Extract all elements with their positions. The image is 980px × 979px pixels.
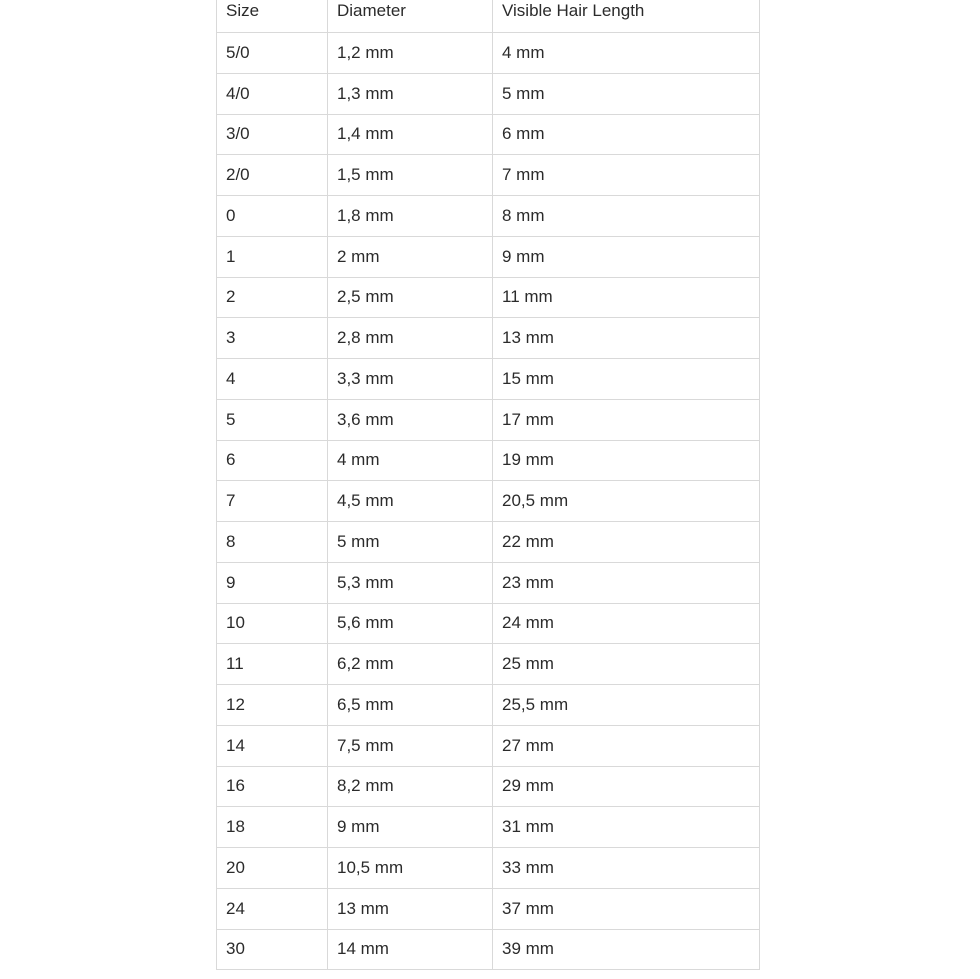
cell-diameter: 2 mm <box>328 236 493 277</box>
table-row <box>217 603 760 644</box>
table-row <box>217 73 760 114</box>
cell-visible-hair-length: 39 mm <box>493 929 760 970</box>
cell-diameter: 2,8 mm <box>328 318 493 359</box>
cell-size: 10 <box>217 603 328 644</box>
cell-visible-hair-length: 17 mm <box>493 399 760 440</box>
cell-visible-hair-length: 25 mm <box>493 644 760 685</box>
brush-size-table <box>216 0 760 970</box>
header-visible-hair-length: Visible Hair Length <box>493 0 760 33</box>
cell-diameter: 10,5 mm <box>328 848 493 889</box>
cell-visible-hair-length: 8 mm <box>493 196 760 237</box>
cell-visible-hair-length: 33 mm <box>493 848 760 889</box>
cell-size: 3 <box>217 318 328 359</box>
cell-visible-hair-length: 4 mm <box>493 33 760 74</box>
table-row <box>217 196 760 237</box>
cell-diameter: 3,3 mm <box>328 359 493 400</box>
cell-size: 9 <box>217 562 328 603</box>
cell-diameter: 8,2 mm <box>328 766 493 807</box>
cell-size: 2/0 <box>217 155 328 196</box>
cell-size: 16 <box>217 766 328 807</box>
table-row <box>217 929 760 970</box>
table-row <box>217 155 760 196</box>
cell-visible-hair-length: 7 mm <box>493 155 760 196</box>
cell-diameter: 1,3 mm <box>328 73 493 114</box>
cell-visible-hair-length: 5 mm <box>493 73 760 114</box>
cell-visible-hair-length: 13 mm <box>493 318 760 359</box>
cell-visible-hair-length: 37 mm <box>493 888 760 929</box>
table-row <box>217 318 760 359</box>
cell-size: 20 <box>217 848 328 889</box>
cell-visible-hair-length: 31 mm <box>493 807 760 848</box>
cell-size: 12 <box>217 685 328 726</box>
cell-diameter: 13 mm <box>328 888 493 929</box>
cell-size: 8 <box>217 522 328 563</box>
cell-size: 11 <box>217 644 328 685</box>
cell-size: 4 <box>217 359 328 400</box>
cell-diameter: 7,5 mm <box>328 725 493 766</box>
table-row <box>217 766 760 807</box>
cell-diameter: 9 mm <box>328 807 493 848</box>
cell-diameter: 1,2 mm <box>328 33 493 74</box>
cell-visible-hair-length: 6 mm <box>493 114 760 155</box>
cell-size: 2 <box>217 277 328 318</box>
cell-diameter: 4 mm <box>328 440 493 481</box>
table-row <box>217 562 760 603</box>
table-row <box>217 725 760 766</box>
table-row <box>217 440 760 481</box>
table-row <box>217 236 760 277</box>
table-row <box>217 33 760 74</box>
cell-diameter: 1,4 mm <box>328 114 493 155</box>
cell-visible-hair-length: 23 mm <box>493 562 760 603</box>
cell-diameter: 5,6 mm <box>328 603 493 644</box>
cell-size: 14 <box>217 725 328 766</box>
cell-visible-hair-length: 19 mm <box>493 440 760 481</box>
cell-diameter: 4,5 mm <box>328 481 493 522</box>
cell-visible-hair-length: 24 mm <box>493 603 760 644</box>
cell-diameter: 6,5 mm <box>328 685 493 726</box>
cell-diameter: 5 mm <box>328 522 493 563</box>
table-row <box>217 888 760 929</box>
cell-size: 7 <box>217 481 328 522</box>
table-row <box>217 848 760 889</box>
table-row <box>217 481 760 522</box>
cell-size: 3/0 <box>217 114 328 155</box>
cell-size: 0 <box>217 196 328 237</box>
table-row <box>217 644 760 685</box>
table-row <box>217 277 760 318</box>
cell-diameter: 1,8 mm <box>328 196 493 237</box>
cell-diameter: 5,3 mm <box>328 562 493 603</box>
cell-diameter: 3,6 mm <box>328 399 493 440</box>
cell-size: 5/0 <box>217 33 328 74</box>
cell-size: 4/0 <box>217 73 328 114</box>
table-row <box>217 399 760 440</box>
brush-size-table-container <box>216 0 759 970</box>
table-row <box>217 114 760 155</box>
cell-size: 18 <box>217 807 328 848</box>
cell-size: 1 <box>217 236 328 277</box>
cell-visible-hair-length: 20,5 mm <box>493 481 760 522</box>
table-row <box>217 522 760 563</box>
cell-diameter: 2,5 mm <box>328 277 493 318</box>
cell-size: 24 <box>217 888 328 929</box>
header-diameter: Diameter <box>328 0 493 33</box>
cell-visible-hair-length: 9 mm <box>493 236 760 277</box>
cell-diameter: 1,5 mm <box>328 155 493 196</box>
cell-size: 5 <box>217 399 328 440</box>
cell-visible-hair-length: 27 mm <box>493 725 760 766</box>
cell-size: 6 <box>217 440 328 481</box>
header-row <box>217 0 760 33</box>
table-body <box>217 33 760 970</box>
cell-diameter: 14 mm <box>328 929 493 970</box>
cell-visible-hair-length: 15 mm <box>493 359 760 400</box>
table-header <box>217 0 760 33</box>
cell-visible-hair-length: 29 mm <box>493 766 760 807</box>
table-row <box>217 685 760 726</box>
cell-size: 30 <box>217 929 328 970</box>
header-size: Size <box>217 0 328 33</box>
table-row <box>217 807 760 848</box>
cell-visible-hair-length: 22 mm <box>493 522 760 563</box>
cell-visible-hair-length: 25,5 mm <box>493 685 760 726</box>
cell-visible-hair-length: 11 mm <box>493 277 760 318</box>
cell-diameter: 6,2 mm <box>328 644 493 685</box>
table-row <box>217 359 760 400</box>
